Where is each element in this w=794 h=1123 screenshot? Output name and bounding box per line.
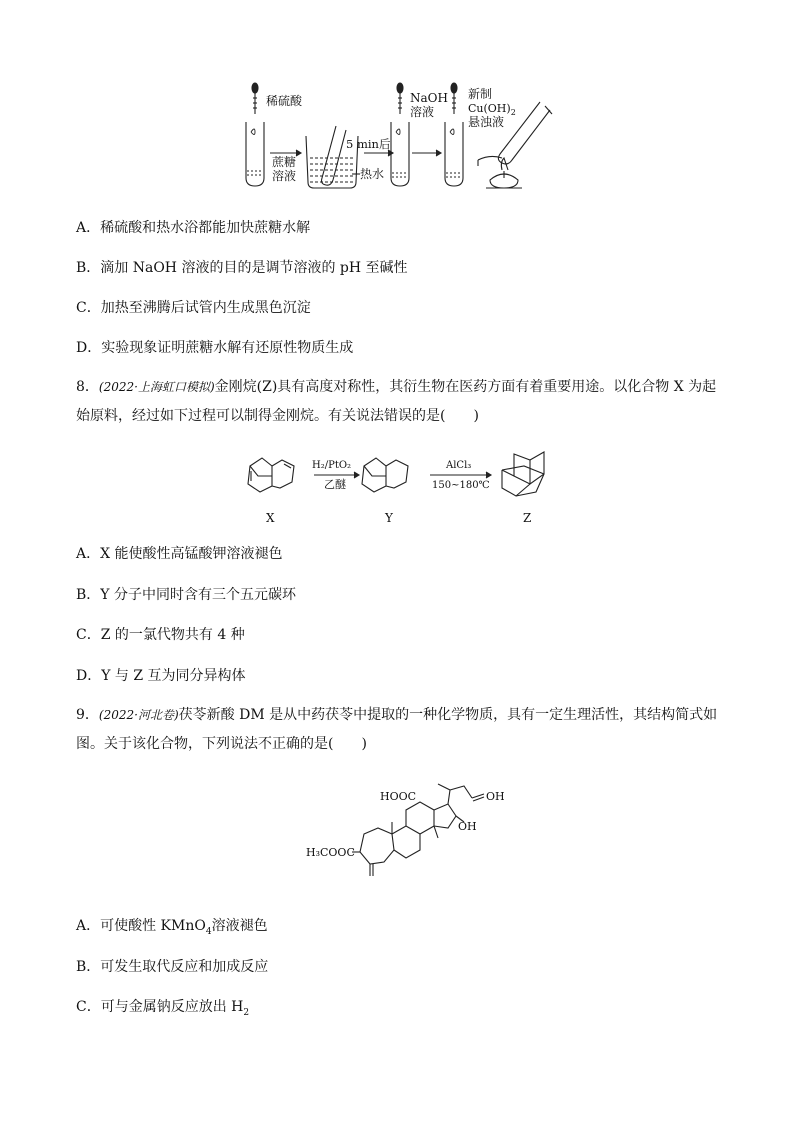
label-h3cooc: H₃COOC: [306, 846, 355, 859]
cond1-reagent: H₂/PtO₂: [312, 460, 352, 471]
q7-option-b: B．滴加 NaOH 溶液的目的是调节溶液的 pH 至碱性: [76, 260, 408, 276]
dm-structure: [300, 780, 520, 892]
q8-stem-line-2: 始原料，经过如下过程可以制得金刚烷。有关说法错误的是( ): [76, 408, 479, 424]
q7-option-a: A．稀硫酸和热水浴都能加快蔗糖水解: [76, 220, 311, 236]
label-oh-side-chain: OH: [486, 790, 505, 803]
label-sucrose-solution: 溶液: [272, 169, 297, 183]
label-oh-ring: OH: [458, 820, 477, 833]
q9-stem-line-1: [76, 705, 717, 725]
q8-option-b: B．Y 分子中同时含有三个五元碳环: [76, 587, 296, 603]
label-y: Y: [385, 511, 393, 525]
adamantane-synthesis-scheme: [240, 448, 560, 528]
label-naoh: NaOH: [410, 91, 448, 105]
q8-option-a: A．X 能使酸性高锰酸钾溶液褪色: [76, 546, 283, 562]
cond1-solvent: 乙醚: [324, 478, 346, 491]
label-sucrose: 蔗糖: [272, 155, 297, 169]
q8-stem-text-1: 金刚烷(Z)具有高度对称性，其衍生物在医药方面有着重要用途。以化合物 X 为起: [214, 379, 717, 395]
cond2-reagent: AlCl₃: [446, 460, 472, 471]
q9-source: (2022·河北卷): [98, 708, 179, 722]
q8-source: (2022·上海虹口模拟): [98, 380, 215, 394]
label-fresh: 新制: [468, 87, 493, 101]
q9-stem-line-2: 图。关于该化合物，下列说法不正确的是( ): [76, 736, 367, 752]
label-dilute-sulfuric-acid: 稀硫酸: [266, 94, 303, 108]
label-cu-oh2: $Cu(OH)_2$: [468, 102, 516, 117]
q9-option-a: A．可使酸性 KMnO$_4$溶液褪色: [76, 918, 268, 937]
q8-option-d: D．Y 与 Z 互为同分异构体: [76, 668, 246, 684]
label-5-min: 5 min后: [346, 137, 391, 151]
q7-option-c: C．加热至沸腾后试管内生成黑色沉淀: [76, 300, 311, 316]
label-naoh-solution: 溶液: [410, 105, 435, 119]
label-z: Z: [523, 511, 532, 525]
label-hot-water: 热水: [360, 167, 385, 181]
label-suspension: 悬浊液: [468, 115, 505, 129]
label-hooc: HOOC: [380, 790, 417, 803]
sucrose-hydrolysis-apparatus: [240, 78, 560, 196]
cond2-temperature: 150~180℃: [432, 480, 490, 491]
q9-option-b: B．可发生取代反应和加成反应: [76, 959, 269, 975]
q9-stem-text-1: 茯苓新酸 DM 是从中药茯苓中提取的一种化学物质，具有一定生理活性，其结构简式如: [178, 707, 718, 723]
q8-option-c: C．Z 的一氯代物共有 4 种: [76, 627, 245, 643]
label-x: X: [266, 511, 275, 525]
q8-stem-line-1: [76, 377, 716, 397]
q8-number: 8．: [76, 379, 99, 395]
q9-option-c: C．可与金属钠反应放出 $H_2$: [76, 999, 250, 1018]
q9-number: 9．: [76, 707, 99, 723]
q7-option-d: D．实验现象证明蔗糖水解有还原性物质生成: [76, 340, 354, 356]
